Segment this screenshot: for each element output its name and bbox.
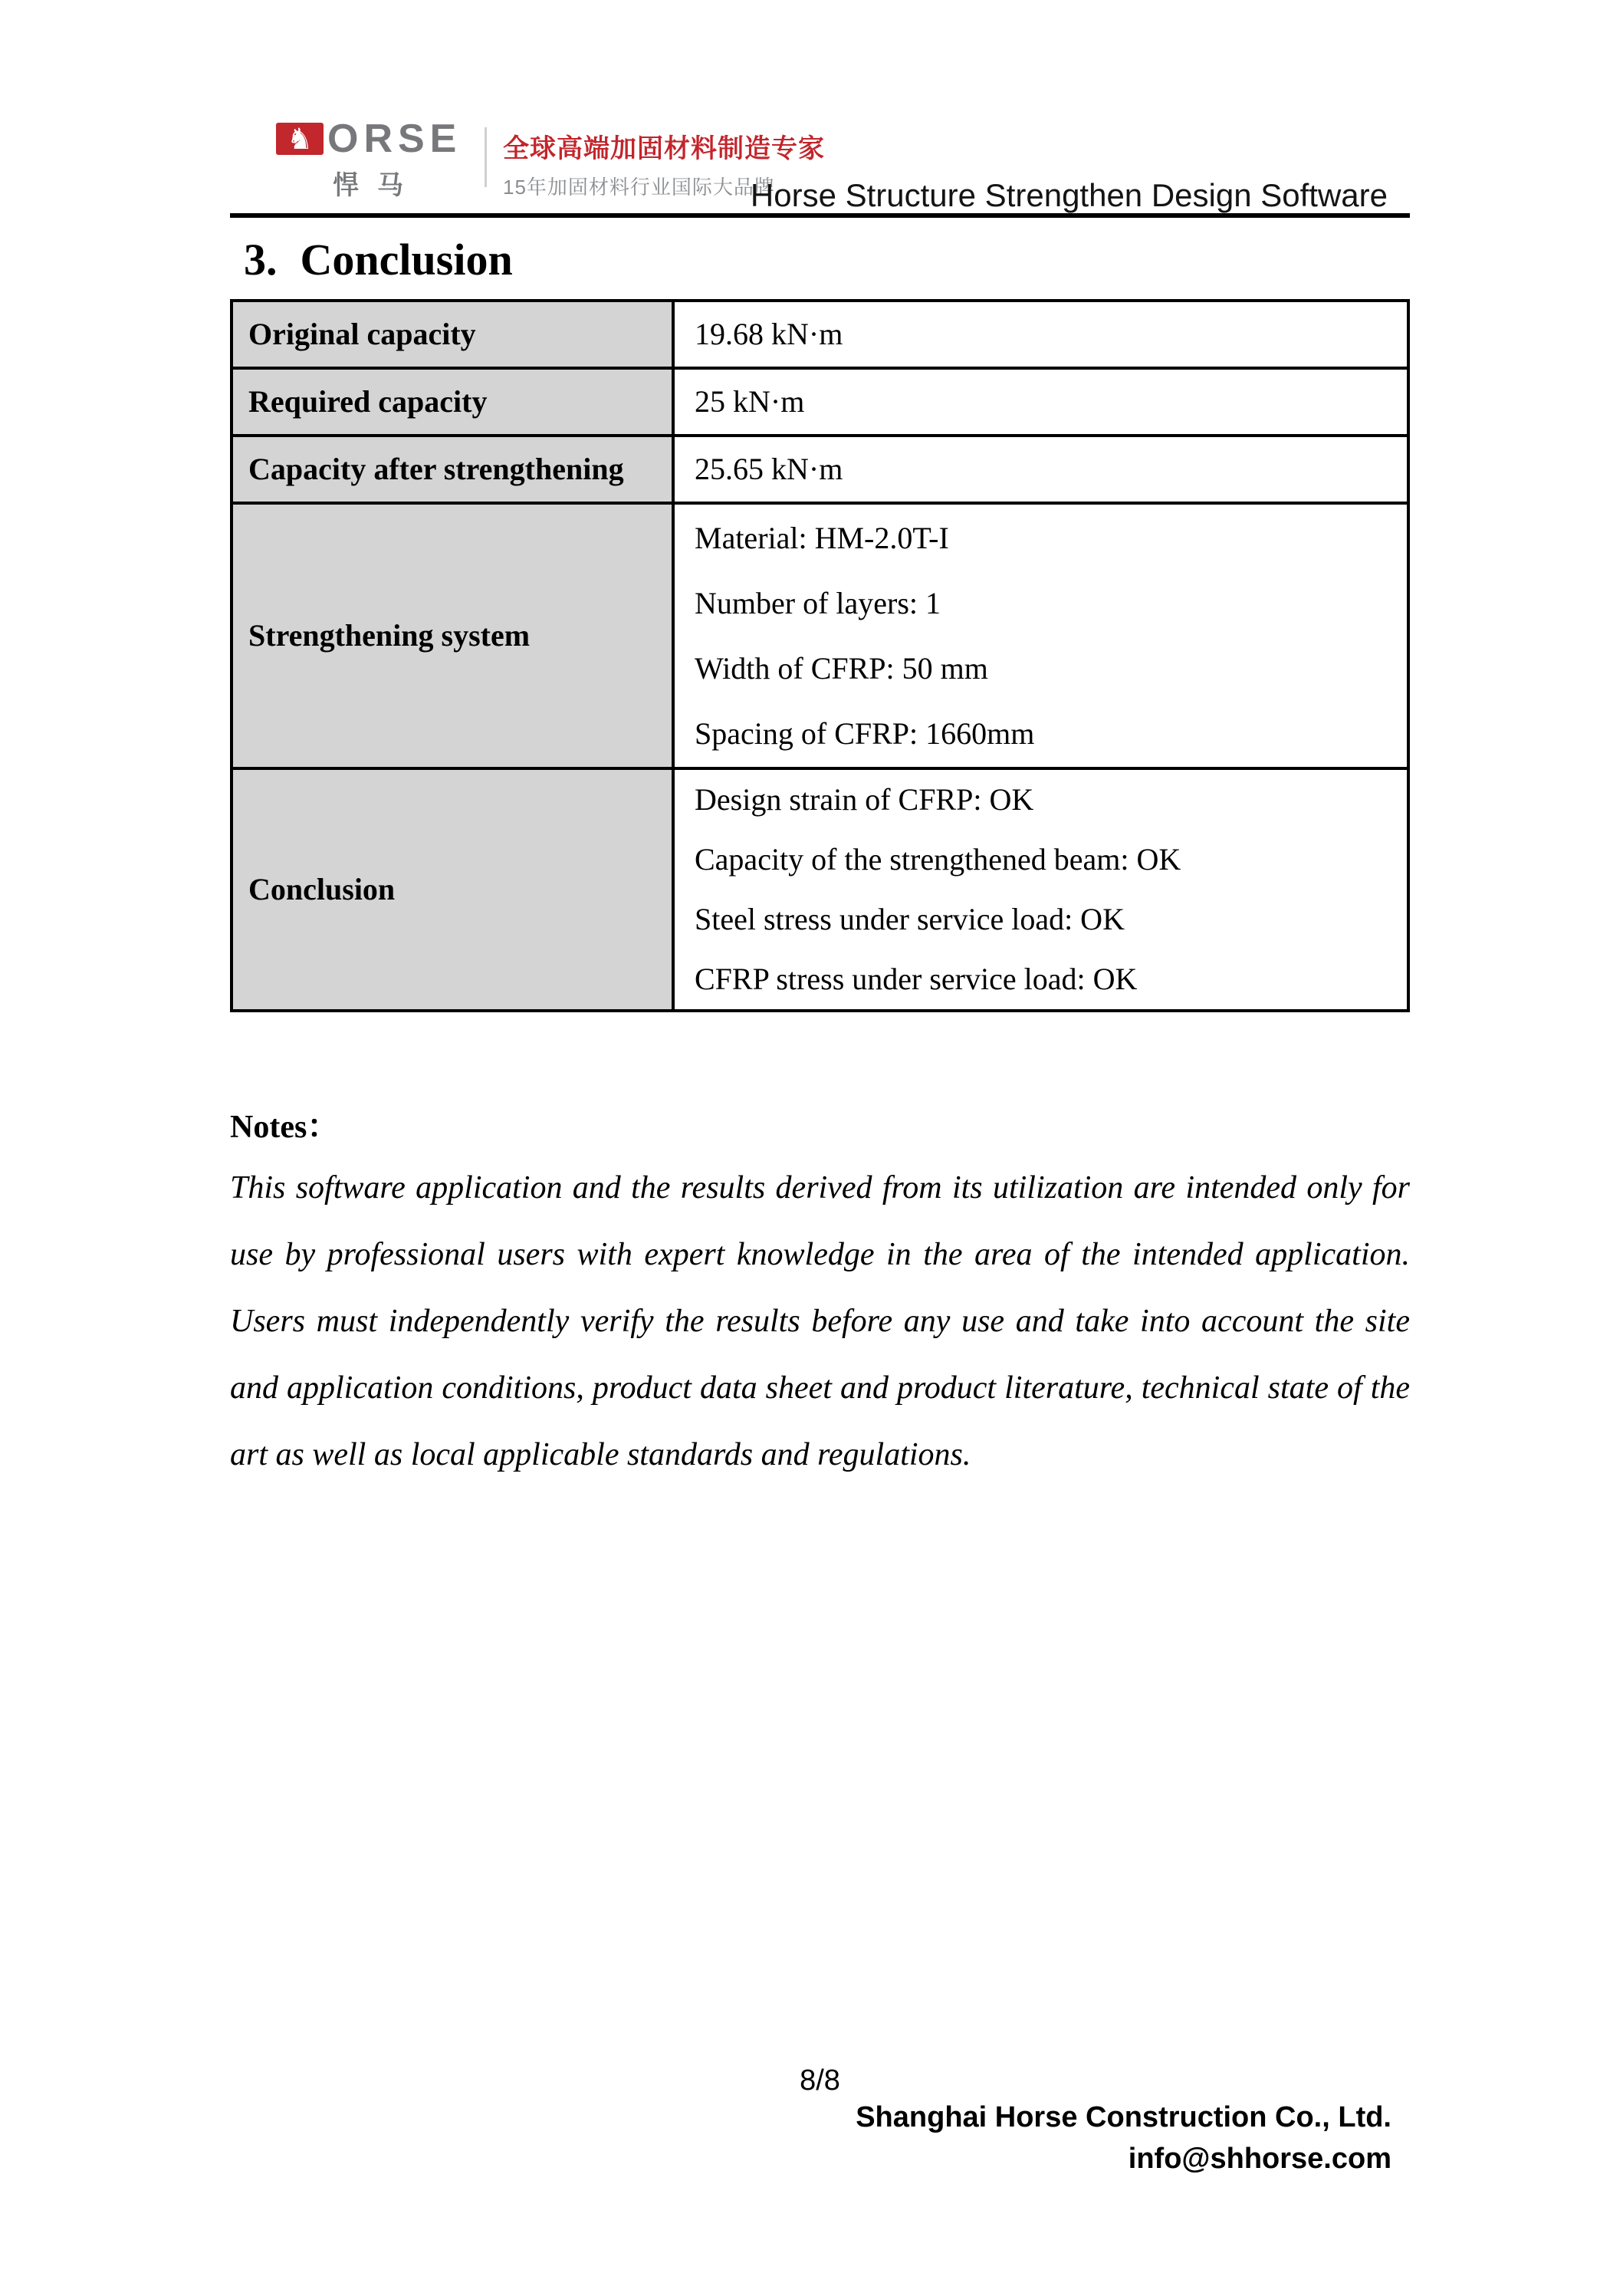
logo-divider xyxy=(485,127,487,187)
tagline-secondary: 15年加固材料行业国际大品牌 xyxy=(503,176,775,199)
row-label: Required capacity xyxy=(232,368,673,436)
horse-head-glyph: ♞ xyxy=(286,122,314,156)
value-line: Capacity of the strengthened beam: OK xyxy=(695,842,1181,877)
section-title: Conclusion xyxy=(300,235,513,285)
notes-body: This software application and the results derived from its utilization are intended only for use by professional users with expert knowledge in the area of the intended application. Users must independently verify the results before any use and take into account the site and application conditions, product data sheet and product literature, technical state of the art as well as local applicable standards and regulations. xyxy=(230,1170,1410,1472)
notes-heading: Notes： xyxy=(230,1110,340,1145)
horse-logo xyxy=(276,117,462,202)
table-row-strengthening-system xyxy=(232,503,1408,768)
row-value-list xyxy=(673,768,1408,1011)
table-row-conclusion xyxy=(232,768,1408,1011)
row-value-list xyxy=(673,503,1408,768)
header-rule xyxy=(230,213,1410,218)
section-number: 3. xyxy=(244,235,278,285)
tagline-primary: 全球高端加固材料制造专家 xyxy=(503,134,825,163)
table-row-required-capacity xyxy=(232,368,1408,436)
table-row-capacity-after-strengthening xyxy=(232,436,1408,503)
value-line: Material: HM-2.0T-I xyxy=(695,521,949,555)
value-line: CFRP stress under service load: OK xyxy=(695,962,1138,996)
value-line: Design strain of CFRP: OK xyxy=(695,782,1034,817)
row-value: 19.68 kN·m xyxy=(673,301,1408,368)
row-value: 25.65 kN·m xyxy=(673,436,1408,503)
horse-head-icon xyxy=(276,123,324,155)
app-title: Horse Structure Strengthen Design Software xyxy=(750,177,1388,213)
section-heading xyxy=(244,236,513,284)
footer-email: info@shhorse.com xyxy=(1128,2143,1391,2175)
row-label: Capacity after strengthening xyxy=(232,436,673,503)
row-value: 25 kN·m xyxy=(673,368,1408,436)
footer-company: Shanghai Horse Construction Co., Ltd. xyxy=(856,2101,1391,2133)
logo-wordmark: ORSE xyxy=(327,117,462,161)
logo-wordmark-row xyxy=(276,117,462,161)
row-label: Strengthening system xyxy=(232,503,673,768)
value-line: Spacing of CFRP: 1660mm xyxy=(695,716,1035,751)
page-number: 8/8 xyxy=(800,2064,840,2097)
logo-cjk-name: 悍马 xyxy=(333,171,422,200)
conclusion-table xyxy=(230,299,1410,1012)
value-line: Width of CFRP: 50 mm xyxy=(695,651,988,686)
value-line: Steel stress under service load: OK xyxy=(695,902,1125,936)
value-line: Number of layers: 1 xyxy=(695,586,941,620)
row-label: Conclusion xyxy=(232,768,673,1011)
table-row-original-capacity xyxy=(232,301,1408,368)
row-label: Original capacity xyxy=(232,301,673,368)
